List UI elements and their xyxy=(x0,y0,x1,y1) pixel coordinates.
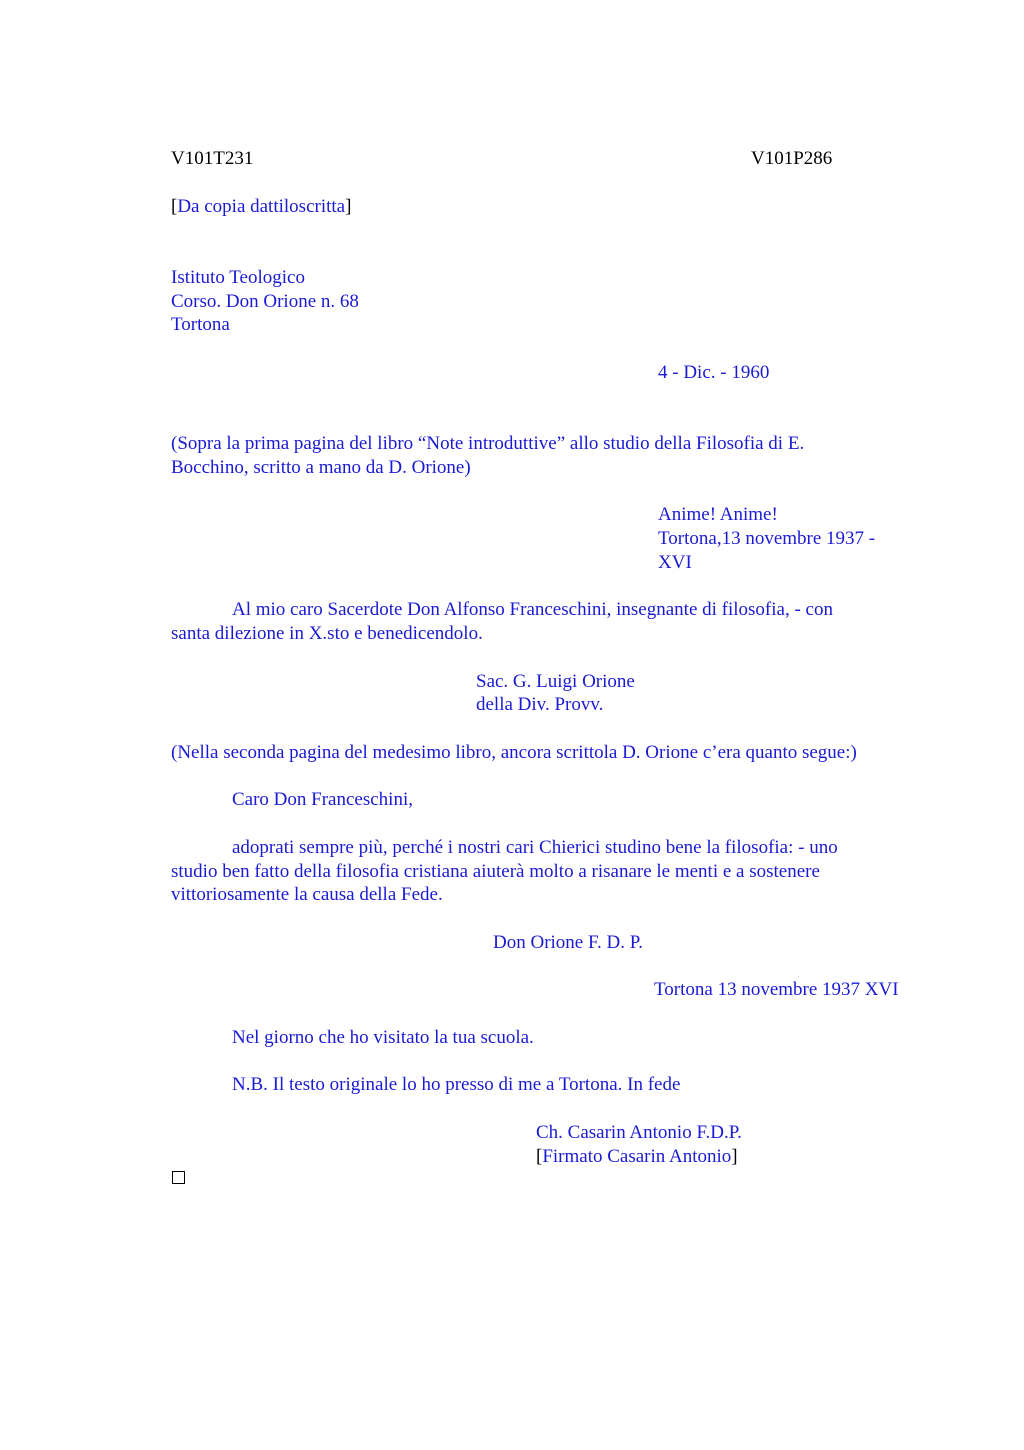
address-line-2: Corso. Don Orione n. 68 xyxy=(171,291,359,312)
letter-body-line-2: studio ben fatto della filosofia cristiana aiuterà molto a risanare le menti e a sostenere xyxy=(171,861,820,882)
signature-don-orione: Don Orione F. D. P. xyxy=(493,932,643,953)
motto-line-3: XVI xyxy=(658,552,692,573)
document-code-left: V101T231 xyxy=(171,148,254,169)
dedication-line-1: Al mio caro Sacerdote Don Alfonso Franceschini, insegnante di filosofia, - con xyxy=(232,599,833,620)
document-code-right: V101P286 xyxy=(751,148,833,169)
visit-note: Nel giorno che ho visitato la tua scuola. xyxy=(232,1027,534,1048)
second-page-note: (Nella seconda pagina del medesimo libro, ancora scrittola D. Orione c’era quanto segue:) xyxy=(171,742,857,763)
attestation-text: Firmato Casarin Antonio xyxy=(542,1146,732,1167)
motto-line-2: Tortona,13 novembre 1937 - xyxy=(658,528,876,549)
intro-note-line-1: (Sopra la prima pagina del libro “Note introduttive” allo studio della Filosofia di E. xyxy=(171,433,805,454)
nb-note: N.B. Il testo originale lo ho presso di me a Tortona. In fede xyxy=(232,1074,681,1095)
address-line-3: Tortona xyxy=(171,314,230,335)
dedication-line-2: santa dilezione in X.sto e benedicendolo. xyxy=(171,623,483,644)
end-of-document-box-icon xyxy=(172,1171,185,1184)
source-note-open-bracket: [ xyxy=(171,196,178,217)
letter-body-line-3: vittoriosamente la causa della Fede. xyxy=(171,884,443,905)
source-note xyxy=(171,195,351,219)
source-note-close-bracket: ] xyxy=(345,196,352,217)
letter-salutation: Caro Don Franceschini, xyxy=(232,789,413,810)
attestation-close-bracket: ] xyxy=(731,1146,738,1167)
source-note-text: Da copia dattiloscritta xyxy=(177,196,346,217)
signature-orione-line-1: Sac. G. Luigi Orione xyxy=(476,671,635,692)
address-line-1: Istituto Teologico xyxy=(171,267,305,288)
motto-line-1: Anime! Anime! xyxy=(658,504,778,525)
attestation-line-1: Ch. Casarin Antonio F.D.P. xyxy=(536,1122,742,1143)
attestation-line-2 xyxy=(536,1145,738,1169)
letter-body-line-1: adoprati sempre più, perché i nostri cari Chierici studino bene la filosofia: - uno xyxy=(232,837,838,858)
document-date: 4 - Dic. - 1960 xyxy=(658,362,770,383)
intro-note-line-2: Bocchino, scritto a mano da D. Orione) xyxy=(171,457,471,478)
signature-orione-line-2: della Div. Provv. xyxy=(476,694,604,715)
attestation-open-bracket: [ xyxy=(536,1146,543,1167)
place-and-date: Tortona 13 novembre 1937 XVI xyxy=(654,979,899,1000)
